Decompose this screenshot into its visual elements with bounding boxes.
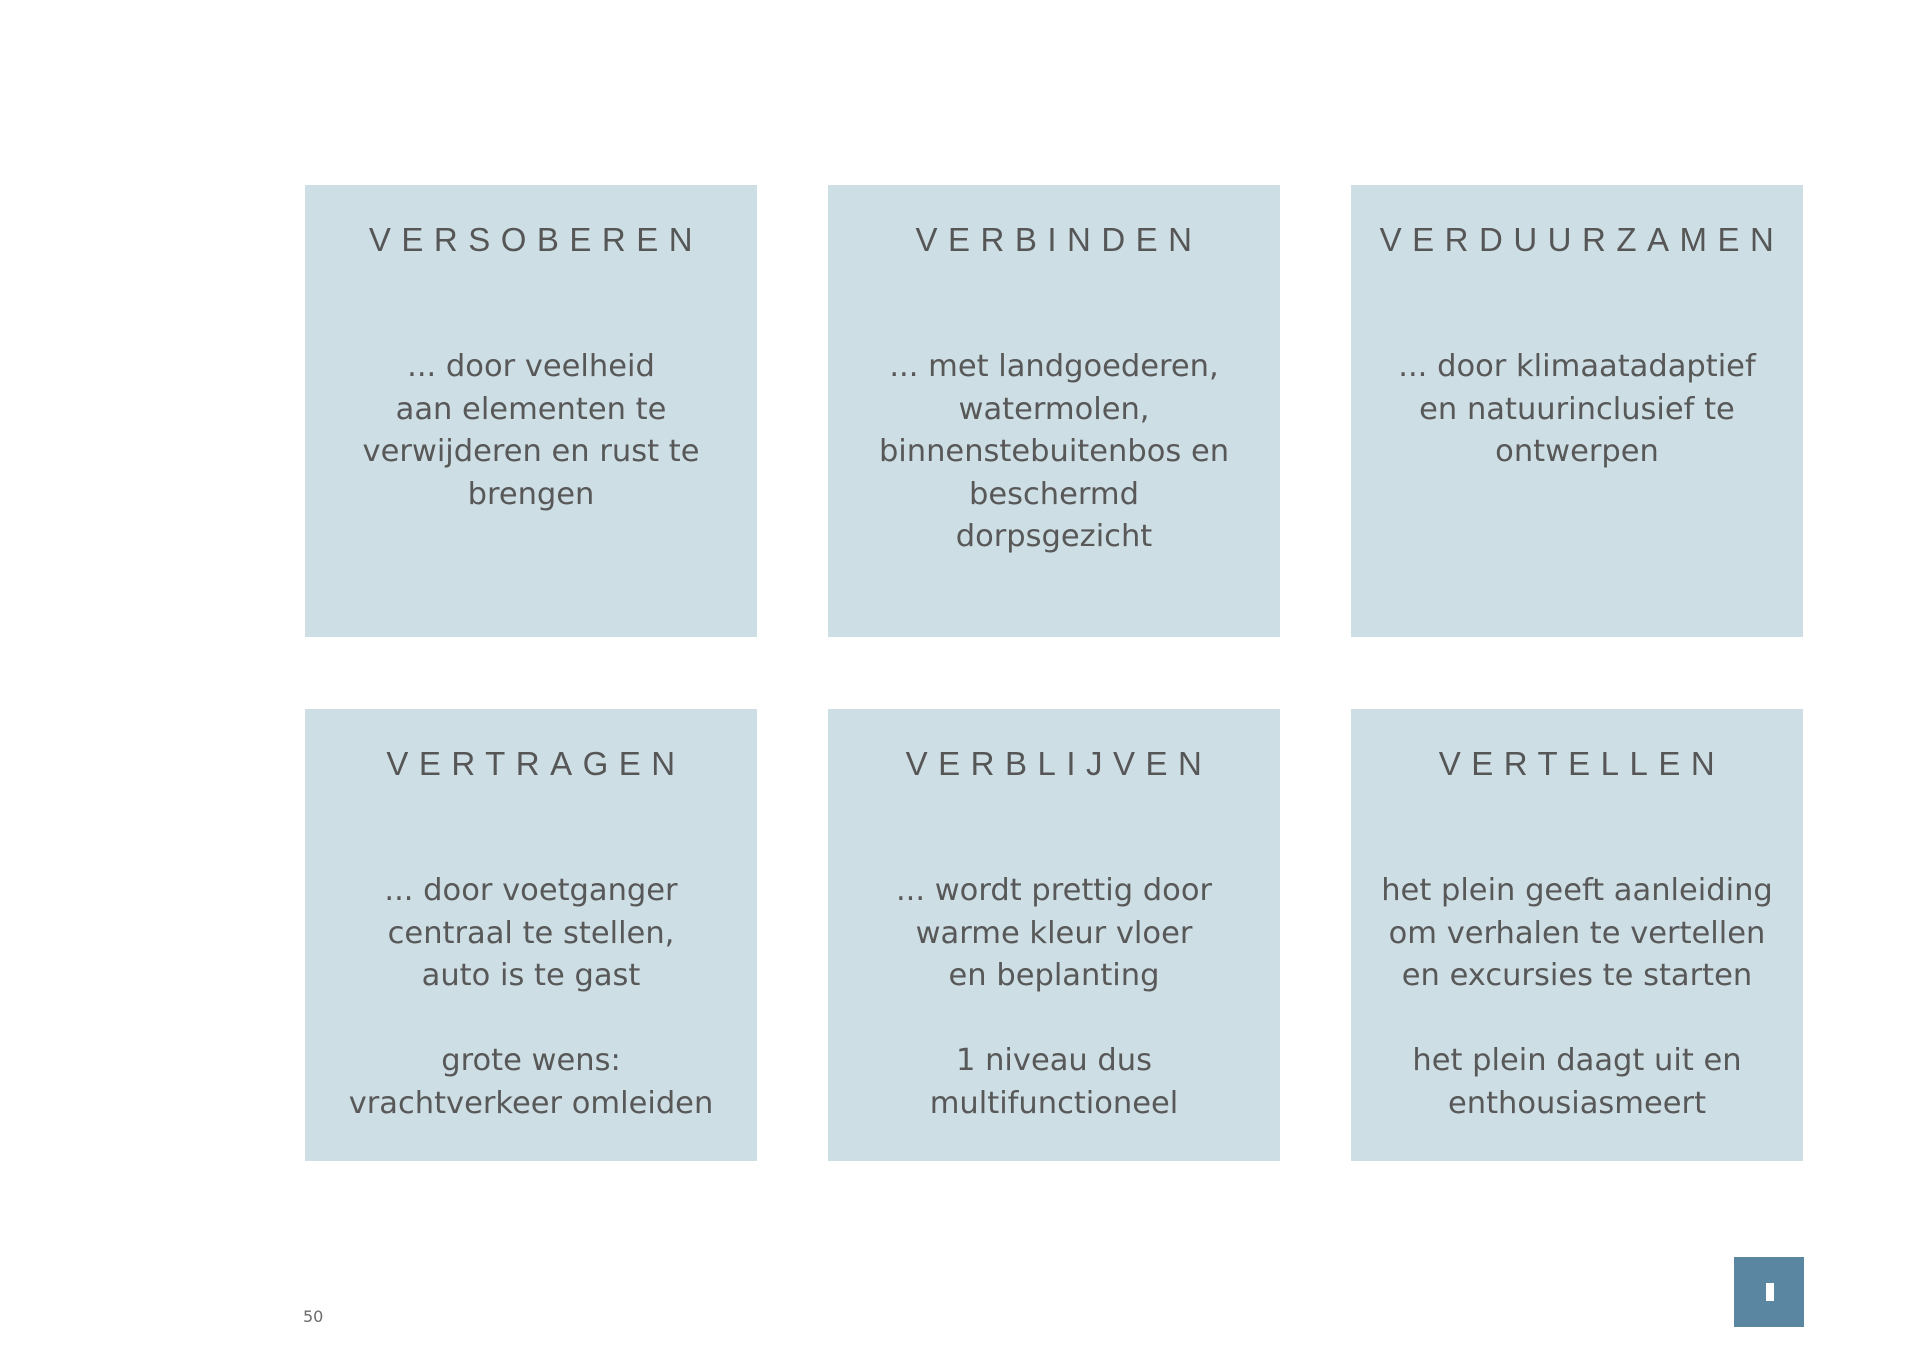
card-title: VERTELLEN	[1438, 745, 1726, 782]
card-line: ... door voetganger	[384, 873, 678, 908]
card-line: centraal te stellen,	[387, 915, 675, 951]
card-line: vrachtverkeer omleiden	[348, 1085, 714, 1121]
card-line: ... wordt prettig door	[895, 873, 1213, 908]
card-title: VERBINDEN	[915, 221, 1203, 258]
card-paragraph	[319, 1040, 743, 1125]
card-line: grote wens:	[441, 1043, 621, 1078]
card-versoberen	[305, 185, 757, 637]
card-body	[842, 870, 1266, 1125]
card-body	[1365, 346, 1789, 474]
card-line: watermolen,	[958, 391, 1150, 427]
card-line: 1 niveau dus	[955, 1043, 1153, 1078]
card-line: aan elementen te	[395, 391, 667, 427]
card-line: om verhalen te vertellen	[1388, 915, 1766, 951]
card-line: dorpsgezicht	[955, 519, 1153, 554]
card-line: multifunctioneel	[929, 1085, 1179, 1121]
card-title: VERDUURZAMEN	[1379, 221, 1785, 258]
card-line: ... door veelheid	[407, 349, 655, 384]
card-title: VERBLIJVEN	[905, 745, 1213, 782]
card-paragraph	[319, 870, 743, 998]
card-vertellen	[1351, 709, 1803, 1161]
card-line: verwijderen en rust te	[362, 434, 700, 469]
card-line: brengen	[467, 476, 595, 512]
card-paragraph	[1365, 870, 1789, 998]
card-line: het plein geeft aanleiding	[1381, 873, 1773, 908]
card-line: auto is te gast	[421, 958, 641, 993]
card-body	[1365, 870, 1789, 1125]
card-line: ... met landgoederen,	[889, 349, 1219, 384]
card-title: VERTRAGEN	[386, 745, 686, 782]
corner-logo-badge	[1734, 1257, 1804, 1327]
card-line: enthousiasmeert	[1447, 1085, 1707, 1121]
card-body	[319, 870, 743, 1125]
card-line: beschermd	[969, 476, 1139, 512]
card-line: warme kleur vloer	[915, 915, 1193, 951]
card-vertragen	[305, 709, 757, 1161]
card-paragraph	[1365, 1040, 1789, 1125]
card-paragraph	[842, 346, 1266, 559]
card-line: binnenstebuitenbos en	[878, 434, 1230, 469]
card-paragraph	[842, 1040, 1266, 1125]
card-verblijven	[828, 709, 1280, 1161]
card-verbinden	[828, 185, 1280, 637]
card-paragraph	[842, 870, 1266, 998]
page-number: 50	[303, 1307, 324, 1326]
card-title: VERSOBEREN	[368, 221, 704, 258]
card-body	[842, 346, 1266, 559]
card-line: en excursies te starten	[1401, 958, 1753, 993]
card-paragraph	[1365, 346, 1789, 474]
card-verduurzamen	[1351, 185, 1803, 637]
card-body	[319, 346, 743, 516]
card-line: ... door klimaatadaptief	[1398, 349, 1756, 384]
logo-mark-icon	[1766, 1283, 1774, 1301]
card-line: ontwerpen	[1495, 434, 1659, 469]
card-line: en beplanting	[948, 958, 1160, 993]
card-line: het plein daagt uit en	[1412, 1043, 1742, 1078]
card-paragraph	[319, 346, 743, 516]
card-line: en natuurinclusief te	[1419, 391, 1735, 427]
